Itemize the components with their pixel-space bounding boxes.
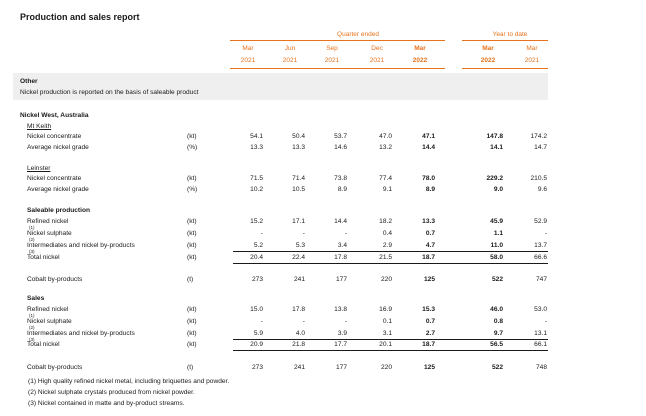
row-value: 13.3	[422, 218, 435, 225]
row-value: 8.9	[425, 186, 435, 193]
row-label: Cobalt by-products	[27, 276, 83, 283]
row-value: 9.6	[537, 186, 547, 193]
footnote-3: (3) Nickel contained in matte and by-product streams.	[28, 400, 185, 407]
row-value: -	[302, 318, 305, 325]
row-value: 2.9	[382, 242, 392, 249]
other-heading: Other	[20, 78, 38, 85]
subsection-leinster: Leinster	[27, 165, 51, 172]
row-value: 10.5	[292, 186, 305, 193]
footnote-ref: (1)	[29, 225, 35, 230]
row-value: 77.4	[379, 175, 392, 182]
row-value: 66.1	[534, 341, 547, 348]
saleable-total-rule-top	[233, 251, 548, 252]
row-value: 16.9	[379, 306, 392, 313]
row-unit: (t)	[187, 364, 194, 371]
quarter-ended-header: Quarter ended	[337, 31, 379, 38]
row-unit: (kt)	[187, 242, 197, 249]
saleable-production-heading: Saleable production	[27, 207, 91, 214]
other-note: Nickel production is reported on the basis of saleable product	[20, 89, 199, 96]
row-unit: (kt)	[187, 330, 197, 337]
row-unit: (t)	[187, 276, 194, 283]
row-value: 13.3	[292, 144, 305, 151]
subsection-mt-keith: Mt Keith	[27, 123, 52, 130]
row-value: 21.8	[292, 341, 305, 348]
row-value: 5.2	[253, 242, 263, 249]
row-unit: (%)	[187, 186, 198, 193]
ytd-header-rule-top	[462, 40, 548, 41]
page-title: Production and sales report	[20, 12, 140, 22]
row-value: 71.4	[292, 175, 305, 182]
column-year: 2021	[524, 57, 540, 64]
row-value: 50.4	[292, 133, 305, 140]
row-label: Average nickel grade	[27, 144, 89, 151]
row-value: 66.6	[534, 254, 547, 261]
row-value: 9.0	[493, 186, 503, 193]
row-value: 3.4	[337, 242, 347, 249]
row-value: 522	[491, 364, 503, 371]
ytd-header: Year to date	[492, 31, 528, 38]
row-value: 17.8	[334, 254, 347, 261]
row-label: Intermediates and nickel by-products	[27, 330, 135, 337]
row-value: 53.7	[334, 133, 347, 140]
row-value: 241	[293, 276, 305, 283]
row-label: Nickel concentrate	[27, 175, 82, 182]
row-value: 125	[423, 364, 435, 371]
row-value: 20.1	[379, 341, 392, 348]
row-value: 0.4	[382, 230, 392, 237]
column-month: Mar	[414, 45, 426, 52]
column-year: 2022	[412, 57, 428, 64]
row-value: -	[260, 230, 263, 237]
row-label: Intermediates and nickel by-products	[27, 242, 135, 249]
row-value: 47.1	[422, 133, 435, 140]
row-value: 241	[293, 364, 305, 371]
row-value: 15.0	[250, 306, 263, 313]
row-value: -	[302, 230, 305, 237]
row-value: 14.6	[334, 144, 347, 151]
row-value: 73.8	[334, 175, 347, 182]
column-month: Jun	[284, 45, 296, 52]
row-value: 177	[335, 276, 347, 283]
row-value: 9.7	[493, 330, 503, 337]
row-value: 4.0	[295, 330, 305, 337]
row-value: 45.9	[490, 218, 503, 225]
saleable-total-rule-bottom	[233, 263, 548, 264]
row-value: 3.9	[337, 330, 347, 337]
row-unit: (kt)	[187, 175, 197, 182]
row-label: Total nickel	[27, 254, 60, 261]
ytd-header-rule-bottom	[462, 68, 548, 69]
quarter-header-rule-bottom	[230, 68, 445, 69]
row-value: 9.1	[382, 186, 392, 193]
row-value: 14.7	[534, 144, 547, 151]
row-value: 18.7	[422, 254, 435, 261]
sales-total-rule-top	[233, 339, 548, 340]
row-value: -	[344, 318, 347, 325]
row-value: 1.1	[493, 230, 503, 237]
row-value: 0.8	[493, 318, 503, 325]
footnote-ref: (3)	[29, 249, 35, 254]
row-value: 3.1	[382, 330, 392, 337]
row-value: 5.9	[253, 330, 263, 337]
row-value: 20.9	[250, 341, 263, 348]
row-value: 748	[535, 364, 547, 371]
row-value: 13.3	[250, 144, 263, 151]
row-value: 17.7	[334, 341, 347, 348]
row-value: 56.5	[490, 341, 503, 348]
quarter-header-rule-top	[230, 40, 445, 41]
row-value: 0.7	[425, 318, 435, 325]
row-value: 522	[491, 276, 503, 283]
row-value: 15.2	[250, 218, 263, 225]
column-month: Dec	[371, 45, 383, 52]
sales-total-rule-bottom	[233, 350, 548, 351]
row-value: 147.8	[486, 133, 503, 140]
row-unit: (kt)	[187, 318, 197, 325]
row-value: 4.7	[425, 242, 435, 249]
column-year: 2021	[282, 57, 298, 64]
row-unit: (kt)	[187, 341, 197, 348]
row-unit: (%)	[187, 144, 198, 151]
row-value: 177	[335, 364, 347, 371]
row-value: 46.0	[490, 306, 503, 313]
row-value: 14.4	[422, 144, 435, 151]
row-label: Nickel concentrate	[27, 133, 82, 140]
row-value: 21.5	[379, 254, 392, 261]
column-month: Mar	[526, 45, 538, 52]
row-value: 13.8	[334, 306, 347, 313]
row-value: 220	[380, 276, 392, 283]
footnote-2: (2) Nickel sulphate crystals produced from nickel powder.	[28, 389, 195, 396]
row-value: 18.7	[422, 341, 435, 348]
row-label: Refined nickel	[27, 218, 69, 225]
row-value: 78.0	[422, 175, 435, 182]
row-value: 0.7	[425, 230, 435, 237]
row-unit: (kt)	[187, 218, 197, 225]
footnote-1: (1) High quality refined nickel metal, including briquettes and powder.	[28, 378, 230, 385]
row-value: 18.2	[379, 218, 392, 225]
column-year: 2021	[240, 57, 256, 64]
row-value: 17.1	[292, 218, 305, 225]
row-unit: (kt)	[187, 306, 197, 313]
column-month: Mar	[482, 45, 494, 52]
row-value: 220	[380, 364, 392, 371]
row-value: 273	[251, 276, 263, 283]
row-value: 125	[423, 276, 435, 283]
row-value: 10.2	[250, 186, 263, 193]
column-month: Sep	[326, 45, 338, 52]
row-label: Nickel sulphate	[27, 230, 72, 237]
row-unit: (kt)	[187, 133, 197, 140]
row-label: Total nickel	[27, 341, 60, 348]
footnote-ref: (3)	[29, 337, 35, 342]
row-value: 0.1	[382, 318, 392, 325]
footnote-ref: (1)	[29, 313, 35, 318]
column-year: 2022	[480, 57, 496, 64]
row-value: -	[260, 318, 263, 325]
row-unit: (kt)	[187, 230, 197, 237]
row-value: -	[544, 230, 547, 237]
column-year: 2021	[369, 57, 385, 64]
row-value: 52.9	[534, 218, 547, 225]
column-month: Mar	[242, 45, 254, 52]
column-year: 2021	[324, 57, 340, 64]
row-value: -	[344, 230, 347, 237]
row-label: Average nickel grade	[27, 186, 89, 193]
footnote-ref: (2)	[29, 237, 35, 242]
row-value: 54.1	[250, 133, 263, 140]
row-value: 2.7	[425, 330, 435, 337]
row-value: 13.2	[379, 144, 392, 151]
row-label: Cobalt by-products	[27, 364, 83, 371]
row-value: 229.2	[486, 175, 503, 182]
footnote-ref: (2)	[29, 325, 35, 330]
row-value: 14.1	[490, 144, 503, 151]
row-value: 15.3	[422, 306, 435, 313]
row-value: 20.4	[250, 254, 263, 261]
row-value: 747	[535, 276, 547, 283]
row-value: 13.1	[534, 330, 547, 337]
row-label: Nickel sulphate	[27, 318, 72, 325]
row-value: 273	[251, 364, 263, 371]
row-value: 210.5	[530, 175, 547, 182]
row-value: 13.7	[534, 242, 547, 249]
section-nickel-west: Nickel West, Australia	[20, 112, 89, 119]
row-value: 14.4	[334, 218, 347, 225]
row-value: 8.9	[337, 186, 347, 193]
row-label: Refined nickel	[27, 306, 69, 313]
sales-heading: Sales	[27, 295, 45, 302]
row-value: 22.4	[292, 254, 305, 261]
row-value: 71.5	[250, 175, 263, 182]
row-value: 11.0	[490, 242, 503, 249]
row-value: 174.2	[530, 133, 547, 140]
row-value: -	[544, 318, 547, 325]
row-value: 17.8	[292, 306, 305, 313]
row-value: 5.3	[295, 242, 305, 249]
row-value: 47.0	[379, 133, 392, 140]
row-value: 58.0	[490, 254, 503, 261]
row-value: 53.0	[534, 306, 547, 313]
row-unit: (kt)	[187, 254, 197, 261]
